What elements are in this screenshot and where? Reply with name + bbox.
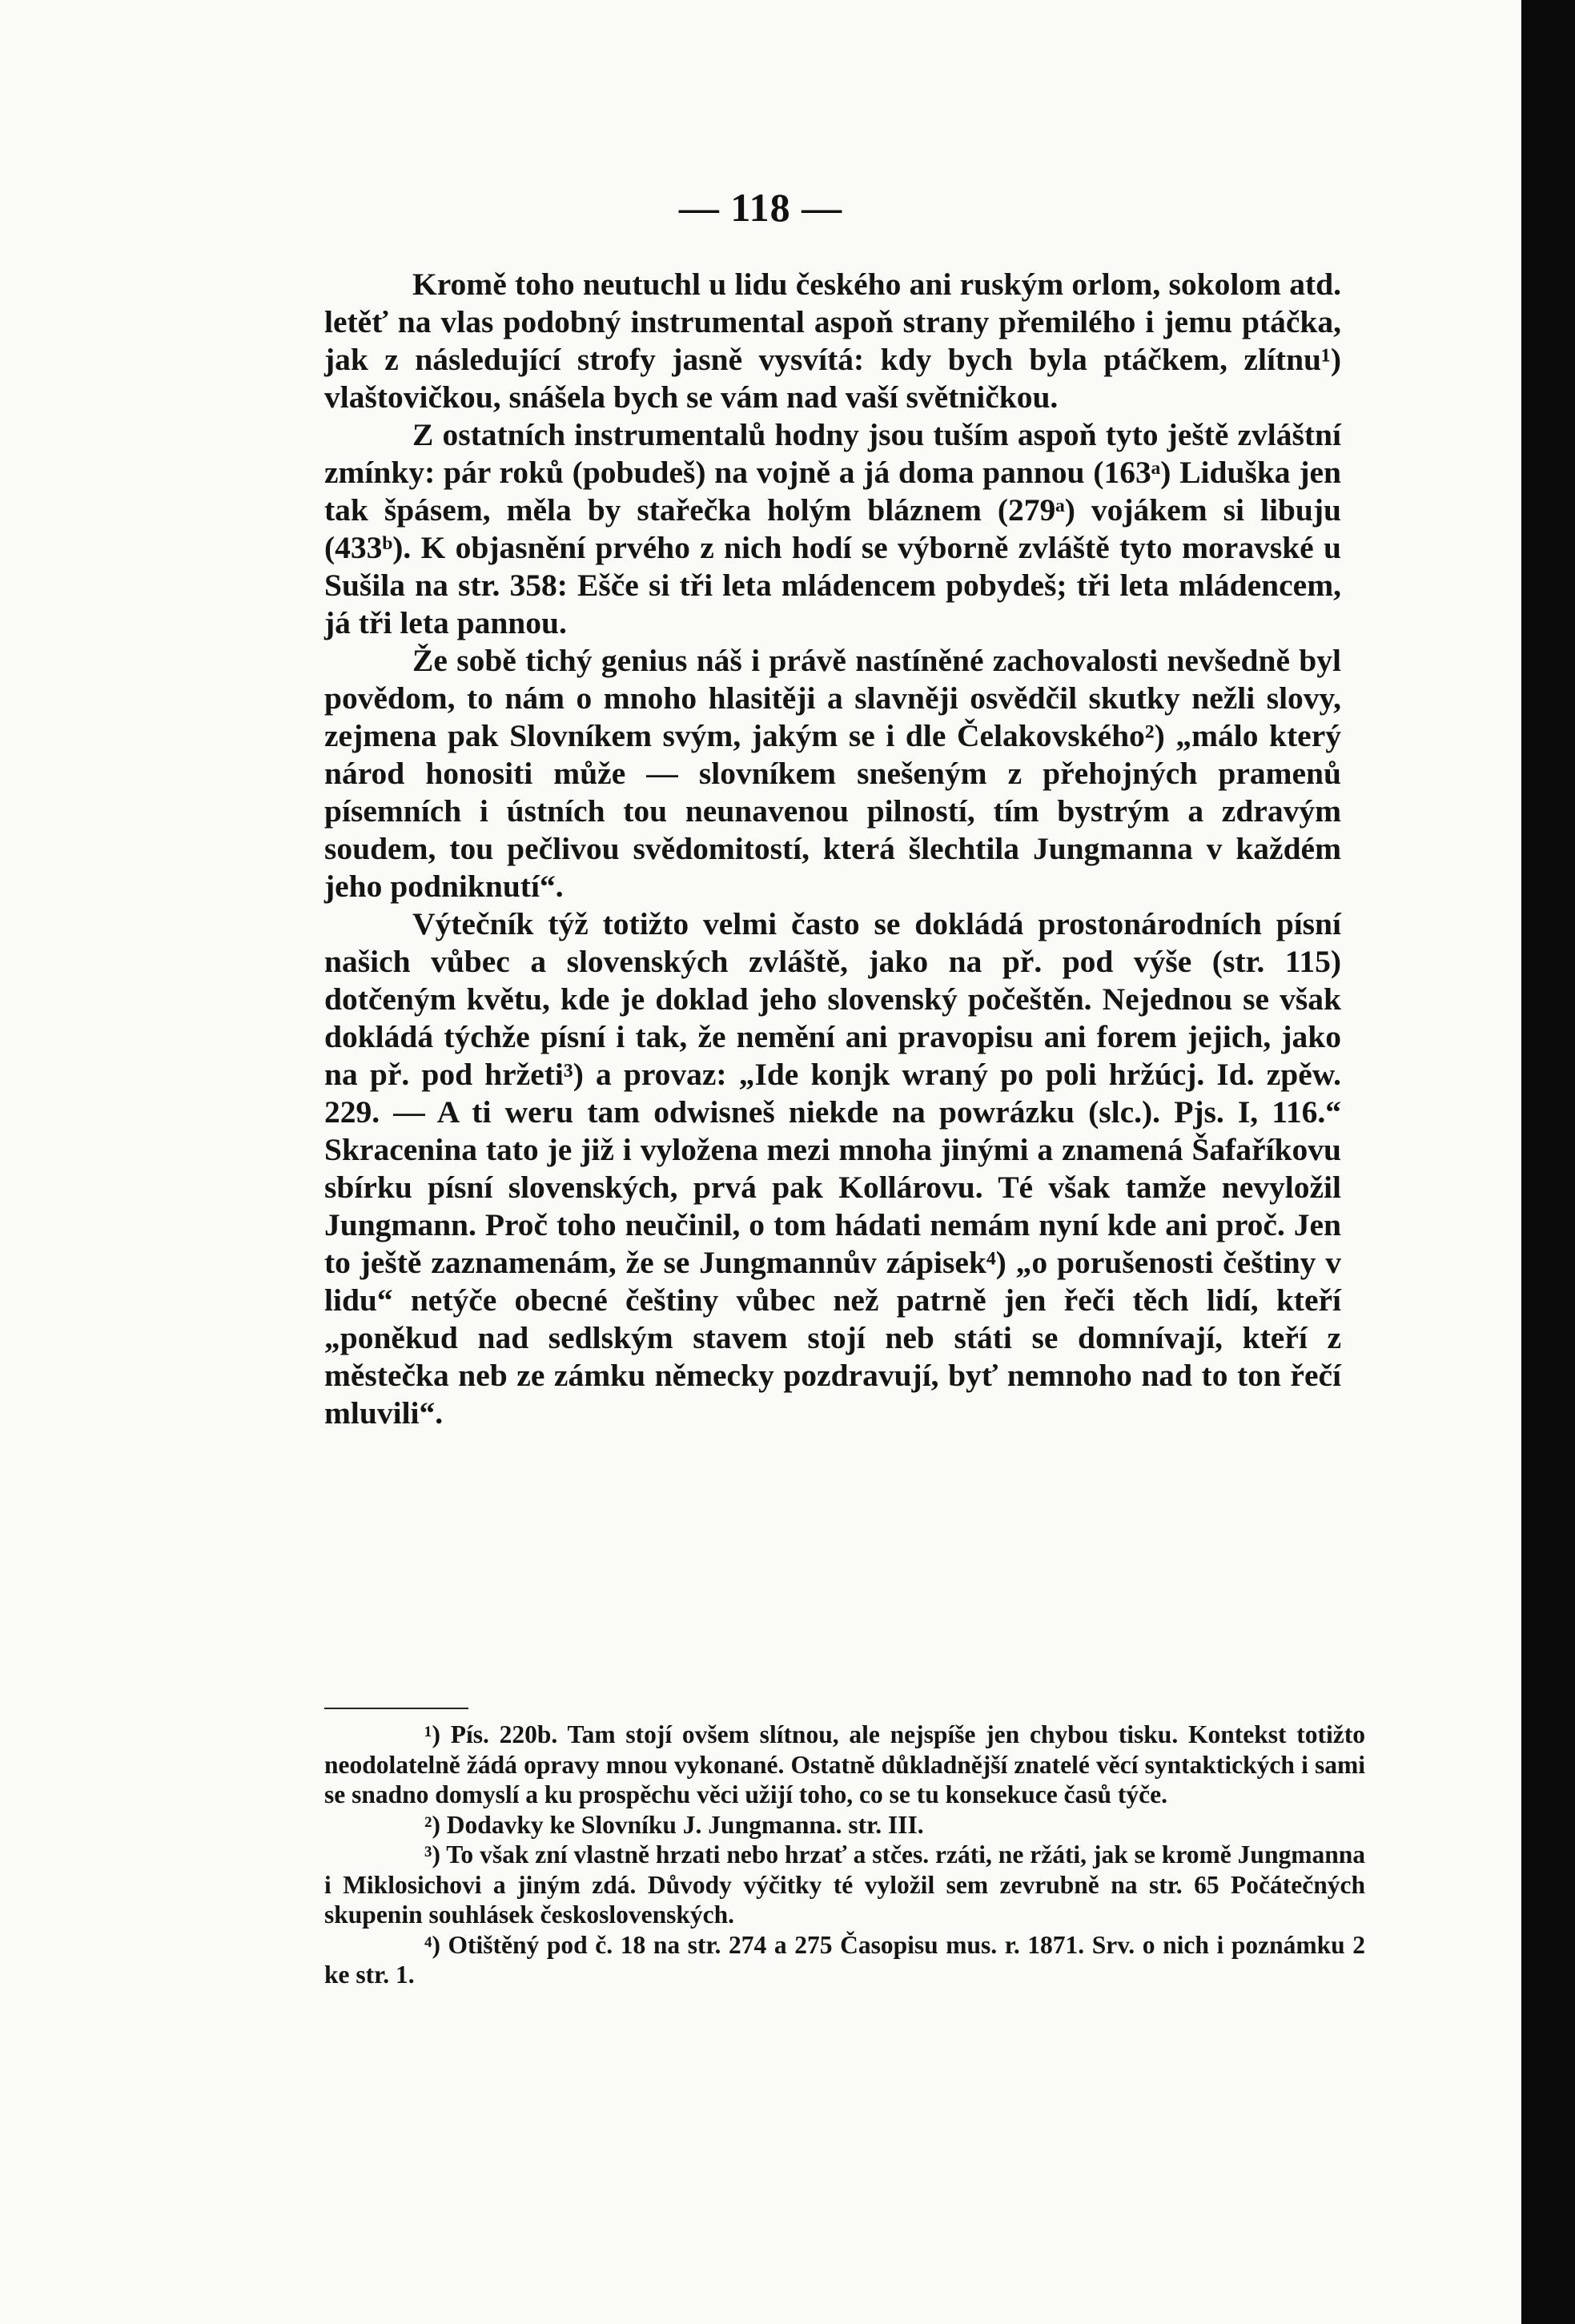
footnote: ³) To však zní vlastně hrzati nebo hrzať a stčes. rzáti, ne ržáti, jak se kromě Jungmanna i Miklosichovi a jiným zdá. Důvody výčitky té vyložil sem zevrubně na str. 65 Počátečných skupenin souhlásek československých. (324, 1840, 1365, 1929)
footnote-divider (324, 1708, 468, 1709)
paragraph: Z ostatních instrumentalů hodny jsou tuším aspoň tyto ještě zvláštní zmínky: pár roků (pobudeš) na vojně a já doma pannou (163ᵃ) Liduška jen tak špásem, měla by stařečka holým bláznem (279ᵃ) vojákem si libuju (433ᵇ). K objasnění prvého z nich hodí se výborně zvláště tyto moravské u Sušila na str. 358: Ešče si tři leta mládencem pobydeš; tři leta mládencem, já tři leta pannou. (324, 417, 1341, 640)
footnote: ¹) Pís. 220b. Tam stojí ovšem slítnou, ale nejspíše jen chybou tisku. Kontekst totižto neodolatelně žádá opravy mnou vykonané. Ostatně důkladnější znatelé věcí syntaktických i sami se snadno domyslí a ku prospěchu věci užijí toho, co se tu konsekuce časů týče. (324, 1720, 1365, 1808)
main-text (324, 266, 1341, 1432)
paragraph: Výtečník týž totižto velmi často se dokládá prostonárodních písní našich vůbec a slovenských zvláště, jako na př. pod výše (str. 115) dotčeným květu, kde je doklad jeho slovenský počeštěn. Nejednou se však dokládá týchže písní i tak, že nemění ani pravopisu ani forem jejich, jako na př. pod hržeti³) a provaz: „Ide konjk wraný po poli hržúcj. Id. zpěw. 229. — A ti weru tam odwisneš niekde na powrázku (slc.). Pjs. I, 116.“ Skracenina tato je již i vyložena mezi mnoha jinými a znamená Šafaříkovu sbírku písní slovenských, prvá pak Kollárovu. Té však tamže nevyložil Jungmann. Proč toho neučinil, o tom hádati nemám nyní kde ani proč. Jen to ještě zaznamenám, že se Jungmannův zápisek⁴) „o porušenosti češtiny v lidu“ netýče obecné češtiny vůbec než patrně jen řeči těch lidí, kteří „poněkud nad sedlským stavem stojí neb státi se domnívají, kteří z městečka neb ze zámku německy pozdravují, byť nemnoho nad to ton řečí mluvili“. (324, 906, 1341, 1431)
scan-border (1521, 0, 1575, 2324)
paragraph: Kromě toho neutuchl u lidu českého ani ruským orlom, sokolom atd. letěť na vlas podobný instrumental aspoň strany přemilého i jemu ptáčka, jak z následující strofy jasně vysvítá: kdy bych byla ptáčkem, zlítnu¹) vlaštovičkou, snášela bych se vám nad vaší světničkou. (324, 267, 1341, 415)
paragraph: Že sobě tichý genius náš i právě nastíněné zachovalosti nevšedně byl povědom, to nám o mnoho hlasitěji a slavněji osvědčil skutky nežli slovy, zejmena pak Slovníkem svým, jakým se i dle Čelakovského²) „málo který národ honositi může — slovníkem snešeným z přehojných pramenů písemních i ústních tou neunavenou pilností, tím bystrým a zdravým soudem, tou pečlivou svědomitostí, která šlechtila Jungmanna v každém jeho podniknutí“. (324, 643, 1341, 904)
page-number: — 118 — (678, 185, 843, 230)
footnote: ⁴) Otištěný pod č. 18 na str. 274 a 275 Časopisu mus. r. 1871. Srv. o nich i poznámku 2 ke str. 1. (324, 1930, 1365, 1989)
footnotes (324, 1720, 1365, 1990)
footnote: ²) Dodavky ke Slovníku J. Jungmanna. str. III. (424, 1810, 924, 1839)
